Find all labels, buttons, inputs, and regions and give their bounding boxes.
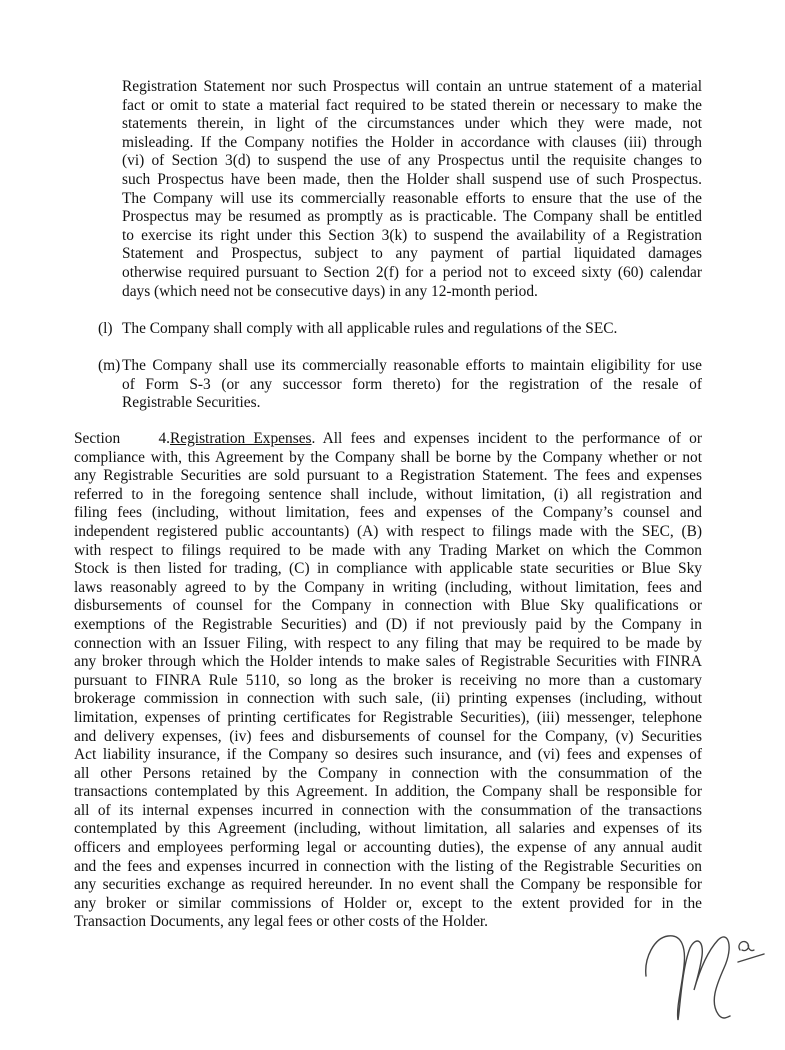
clause-marker: (m): [98, 357, 121, 374]
text-line: days (which need not be consecutive days) in any 12-month period.: [122, 282, 538, 300]
text-line: independent registered public accountants) (A) with respect to filings made with the SEC, (B): [74, 522, 702, 540]
text-line: any securities exchange as required hereunder. In no event shall the Company be responsible for: [74, 876, 702, 894]
text-line: such Prospectus have been made, then the Holder shall suspend use of such Prospectus.: [122, 170, 702, 188]
text-line: Stock is then listed for trading, (C) in compliance with applicable state securities or Blue Sky: [74, 560, 702, 578]
text-line: pursuant to FINRA Rule 5110, so long as the broker is receiving no more than a customary: [74, 671, 702, 689]
text-line: any broker through which the Holder intends to make sales of Registrable Securities with FINRA: [74, 653, 702, 671]
text-line: (vi) of Section 3(d) to suspend the use of any Prospectus until the requisite changes to: [122, 152, 702, 170]
section-4: [74, 430, 702, 932]
text-line: The Company shall use its commercially reasonable efforts to maintain eligibility for use: [122, 357, 702, 374]
text-line: transactions contemplated by this Agreement. In addition, the Company shall be responsible for: [74, 783, 702, 801]
text-line: Prospectus may be resumed as promptly as is practicable. The Company shall be entitled: [122, 208, 702, 226]
text-line: otherwise required pursuant to Section 2(f) for a period not to exceed sixty (60) calendar: [122, 263, 702, 281]
section-heading-rest: . All fees and expenses incident to the performance of or: [311, 430, 702, 447]
text-line: contemplated by this Agreement (including, without limitation, all salaries and expenses of its: [74, 820, 702, 838]
text-line: The Company will use its commercially reasonable efforts to ensure that the use of the: [122, 189, 702, 207]
text-line: exemptions of the Registrable Securities) and (D) if not previously paid by the Company in: [74, 615, 702, 633]
text-line: filing fees (including, without limitation, fees and expenses of the Company’s counsel and: [74, 504, 702, 522]
text-line: of Form S-3 (or any successor form thereto) for the registration of the resale of: [122, 375, 702, 393]
text-line: any broker or similar commissions of Holder or, except to the extent provided for in the: [74, 894, 702, 912]
text-line: Registration Statement nor such Prospectus will contain an untrue statement of a material: [122, 78, 702, 95]
clause-l-text: [122, 320, 702, 339]
text-line: limitation, expenses of printing certificates for Registrable Securities), (iii) messenger, telephone: [74, 708, 702, 726]
text-line: Statement and Prospectus, subject to any payment of partial liquidated damages: [122, 245, 702, 263]
text-line: laws reasonably agreed to by the Company in writing (including, without limitation, fees and: [74, 578, 702, 596]
text-line: any Registrable Securities are sold pursuant to a Registration Statement. The fees and expenses: [74, 467, 702, 485]
clause-marker: (l): [98, 320, 113, 337]
text-line: disbursements of counsel for the Company in connection with Blue Sky qualifications or: [74, 597, 702, 615]
text-line: Registrable Securities.: [122, 394, 261, 412]
section-title: Registration Expenses: [170, 430, 312, 447]
text-line: and the fees and expenses incurred in connection with the listing of the Registrable Securities on: [74, 857, 702, 875]
text-line: all other Persons retained by the Company in connection with the consummation of the: [74, 764, 702, 782]
handwritten-initials-signature-icon: [636, 928, 776, 1028]
section-4-body: [74, 449, 702, 932]
text-line: with respect to filings required to be made with any Trading Market on which the Common: [74, 541, 702, 559]
text-line: brokerage commission in connection with such sale, (ii) printing expenses (including, without: [74, 690, 702, 708]
text-line: fact or omit to state a material fact required to be stated therein or necessary to make the: [122, 96, 702, 114]
text-line: statements therein, in light of the circumstances under which they were made, not: [122, 115, 702, 133]
text-line: connection with an Issuer Filing, with respect to any filing that may be required to be made by: [74, 634, 702, 652]
text-line: The Company shall comply with all applicable rules and regulations of the SEC.: [122, 320, 618, 337]
text-line: and delivery expenses, (iv) fees and disbursements of counsel for the Company, (v) Securities: [74, 727, 702, 745]
text-line: officers and employees performing legal or accounting duties), the expense of any annual audit: [74, 839, 702, 857]
clause-m-text: [122, 357, 702, 413]
text-line: all of its internal expenses incurred in connection with the consummation of the transactions: [74, 801, 702, 819]
continuation-paragraph: [122, 78, 702, 301]
text-line: compliance with, this Agreement by the Company shall be borne by the Company whether or not: [74, 448, 702, 466]
text-line: Transaction Documents, any legal fees or other costs of the Holder.: [74, 913, 489, 931]
text-line: misleading. If the Company notifies the Holder in accordance with clauses (iii) through: [122, 133, 702, 151]
text-line: to exercise its right under this Section 3(k) to suspend the availability of a Registration: [122, 226, 702, 244]
section-heading-line: [74, 430, 702, 449]
text-line: referred to in the foregoing sentence shall include, without limitation, (i) all registration and: [74, 485, 702, 503]
section-number: Section 4.: [74, 430, 170, 447]
text-line: Act liability insurance, if the Company so desires such insurance, and (vi) fees and expenses of: [74, 746, 702, 764]
